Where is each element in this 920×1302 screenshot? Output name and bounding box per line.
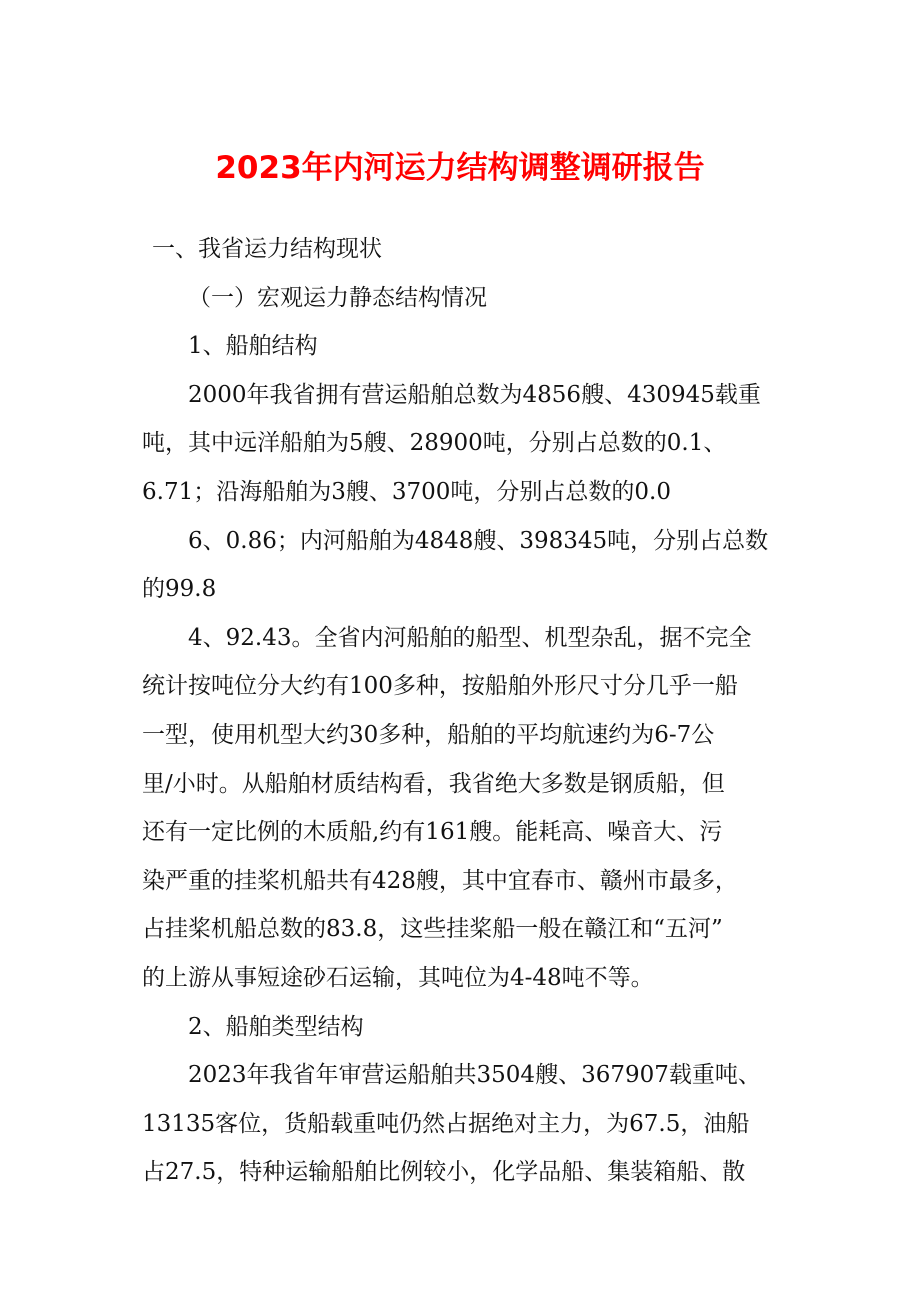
paragraph-line: 2023年我省年审营运船舶共3504艘、367907载重吨、 bbox=[188, 1062, 761, 1089]
paragraph-line: 的99.8 bbox=[142, 576, 217, 603]
paragraph-line: 吨，其中远洋船舶为5艘、28900吨，分别占总数的0.1、 bbox=[142, 430, 727, 457]
item-heading: 1、船舶结构 bbox=[188, 333, 318, 360]
paragraph-line: 占挂桨机船总数的83.8，这些挂桨船一般在赣江和“五河” bbox=[142, 916, 723, 943]
paragraph-line: 的上游从事短途砂石运输，其吨位为4-48吨不等。 bbox=[142, 964, 654, 991]
paragraph-line: 13135客位，货船载重吨仍然占据绝对主力，为67.5，油船 bbox=[142, 1110, 750, 1137]
section-heading: 一、我省运力结构现状 bbox=[152, 236, 382, 262]
paragraph-line: 里/小时。从船舶材质结构看，我省绝大多数是钢质船，但 bbox=[142, 770, 725, 797]
document-title: 2023年内河运力结构调整调研报告 bbox=[215, 150, 705, 186]
paragraph-line: 还有一定比例的木质船,约有161艘。能耗高、噪音大、污 bbox=[142, 819, 723, 846]
paragraph-line: 占27.5，特种运输船舶比例较小，化学品船、集装箱船、散 bbox=[142, 1159, 746, 1186]
paragraph-line: 染严重的挂桨机船共有428艘，其中宜春市、赣州市最多， bbox=[142, 867, 738, 894]
paragraph-line: 2000年我省拥有营运船舶总数为4856艘、430945载重 bbox=[188, 381, 761, 408]
paragraph-line: 统计按吨位分大约有100多种，按船舶外形尺寸分几乎一船 bbox=[142, 673, 738, 700]
paragraph-line: 6.71；沿海船舶为3艘、3700吨，分别占总数的0.0 bbox=[142, 478, 671, 505]
item-heading: 2、船舶类型结构 bbox=[188, 1013, 364, 1040]
paragraph-line: 6、0.86；内河船舶为4848艘、398345吨，分别占总数 bbox=[188, 527, 769, 554]
subsection-heading: （一）宏观运力静态结构情况 bbox=[188, 284, 487, 311]
paragraph-line: 一型，使用机型大约30多种，船舶的平均航速约为6-7公 bbox=[142, 721, 715, 748]
document-body bbox=[142, 225, 788, 1197]
paragraph-line: 4、92.43。全省内河船舶的船型、机型杂乱，据不完全 bbox=[188, 624, 752, 651]
